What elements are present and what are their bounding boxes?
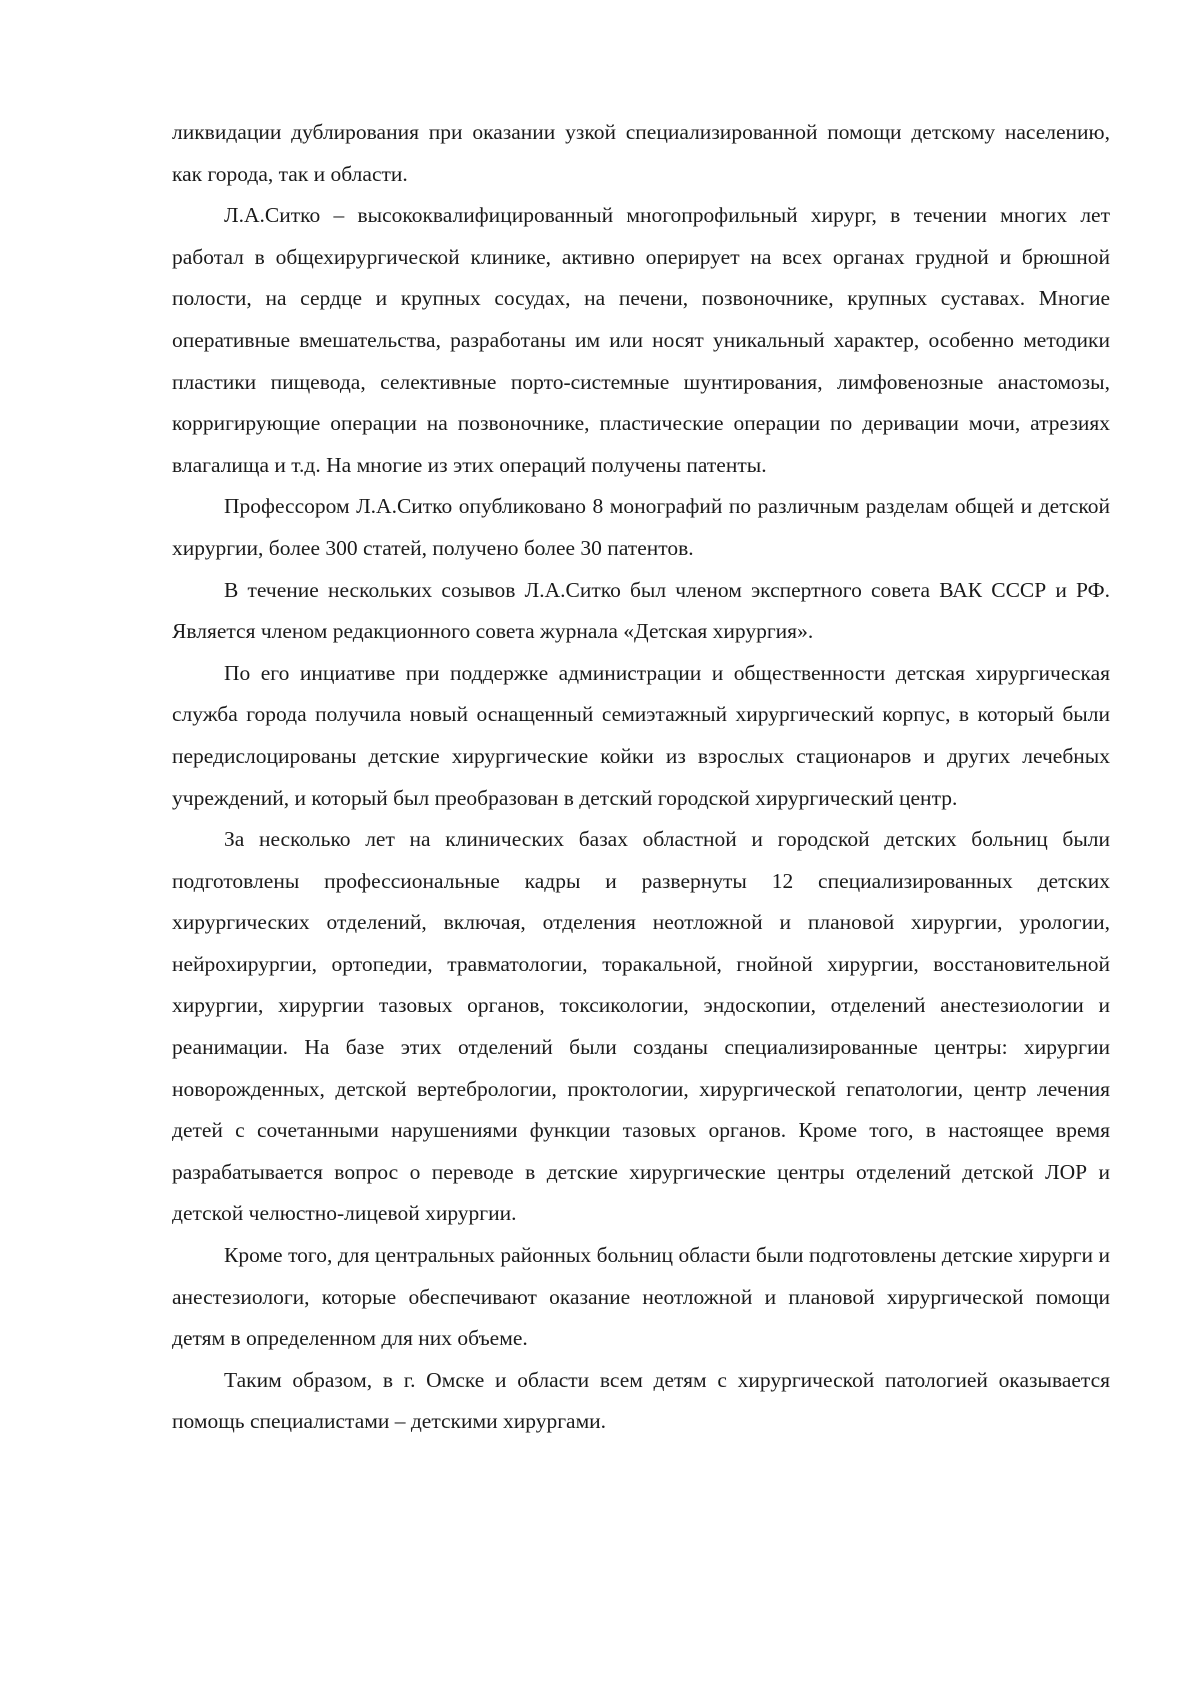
paragraph-district-hospitals: Кроме того, для центральных районных больниц области были подготовлены детские хирурги и анестезиологи, которые обеспечивают оказание неотложной и плановой хирургической помощи детям в определенном для них объеме. [172,1243,1110,1351]
paragraph-surgeon-profile: Л.А.Ситко – высококвалифицированный многопрофильный хирург, в течении многих лет работал в общехирургической клинике, активно оперирует на всех органах грудной и брюшной полости, на сердце и крупных сосудах, на печени, позвоночнике, крупных суставах. Многие оперативные вмешательства, разработаны им или носят уникальный характер, особенно методики пластики пищевода, селективные порто-системные шунтирования, лимфовенозные анастомозы, корригирующие операции на позвоночнике, пластические операции по деривации мочи, атрезиях влагалища и т.д. На многие из этих операций получены патенты. [172,203,1110,477]
paragraph-vak-council: В течение нескольких созывов Л.А.Ситко был членом экспертного совета ВАК СССР и РФ. Является членом редакционного совета журнала «Детская хирургия». [172,577,1110,644]
paragraph-surgical-building: По его инциативе при поддержке администрации и общественности детская хирургическая служба города получила новый оснащенный семиэтажный хирургический корпус, в который были передислоцированы детские хирургические койки из взрослых стационаров и других лечебных учреждений, и который был преобразован в детский городской хирургический центр. [172,660,1110,810]
document-page [172,112,1110,1443]
paragraph-departments: За несколько лет на клинических базах областной и городской детских больниц были подготовлены профессиональные кадры и развернуты 12 специализированных детских хирургических отделений, включая, отделения неотложной и плановой хирургии, урологии, нейрохирургии, ортопедии, травматологии, торакальной, гнойной хирургии, восстановительной хирургии, хирургии тазовых органов, токсикологии, эндоскопии, отделений анестезиологии и реанимации. На базе этих отделений были созданы специализированные центры: хирургии новорожденных, детской вертебрологии, проктологии, хирургической гепатологии, центр лечения детей с сочетанными нарушениями функции тазовых органов. Кроме того, в настоящее время разрабатывается вопрос о переводе в детские хирургические центры отделений детской ЛОР и детской челюстно-лицевой хирургии. [172,827,1110,1226]
paragraph-publications: Профессором Л.А.Ситко опубликовано 8 монографий по различным разделам общей и детской хирургии, более 300 статей, получено более 30 патентов. [172,494,1110,560]
paragraph-conclusion: Таким образом, в г. Омске и области всем детям с хирургической патологией оказывается помощь специалистами – детскими хирургами. [172,1367,1110,1434]
paragraph-continuation: ликвидации дублирования при оказании узкой специализированной помощи детскому населению, как города, так и области. [172,120,1110,186]
